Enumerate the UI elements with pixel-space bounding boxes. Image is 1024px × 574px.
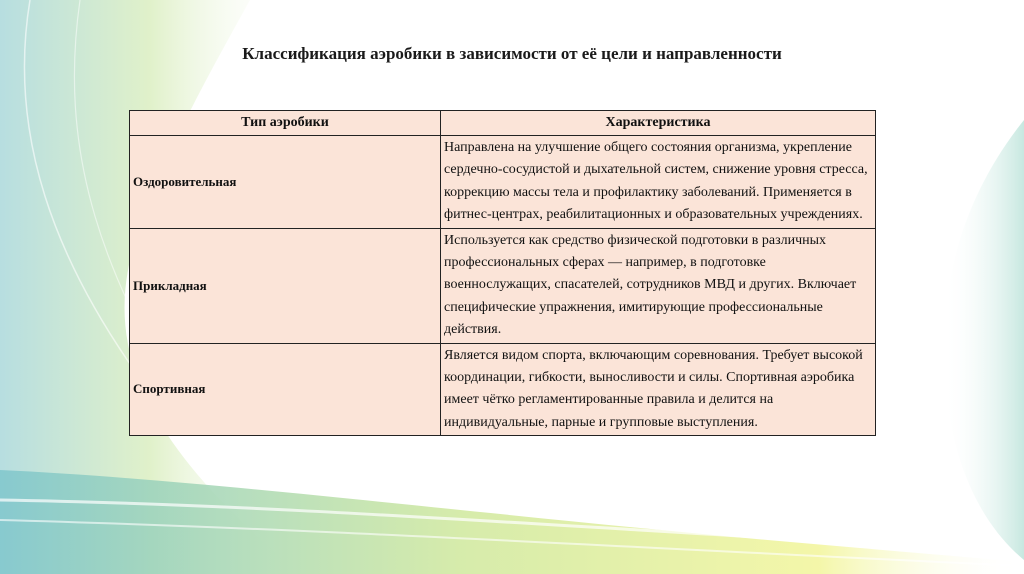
table-header-row <box>130 111 876 136</box>
table-row <box>130 228 876 343</box>
row-description-cell: Используется как средство физической подготовки в различных профессиональных сферах — например, в подготовке военнослужащих, спасателей, сотрудников МВД и других. Включает специфические упражнения, имитирующие профессиональные действия. <box>441 228 876 343</box>
row-description-cell: Является видом спорта, включающим соревнования. Требует высокой координации, гибкости, выносливости и силы. Спортивная аэробика имеет чётко регламентированные правила и делится на индивидуальные, парные и групповые выступления. <box>441 343 876 436</box>
header-type: Тип аэробики <box>130 111 441 136</box>
header-description: Характеристика <box>441 111 876 136</box>
row-type-cell: Прикладная <box>130 228 441 343</box>
row-description-cell: Направлена на улучшение общего состояния организма, укрепление сердечно-сосудистой и дыхательной систем, снижение уровня стресса, коррекцию массы тела и профилактику заболеваний. Применяется в фитнес-центрах, реабилитационных и образовательных учреждениях. <box>441 136 876 229</box>
table-row <box>130 343 876 436</box>
aerobics-classification-table <box>129 110 876 436</box>
table-row <box>130 136 876 229</box>
row-type-cell: Спортивная <box>130 343 441 436</box>
page-title: Классификация аэробики в зависимости от её цели и направленности <box>242 44 782 63</box>
row-type-cell: Оздоровительная <box>130 136 441 229</box>
